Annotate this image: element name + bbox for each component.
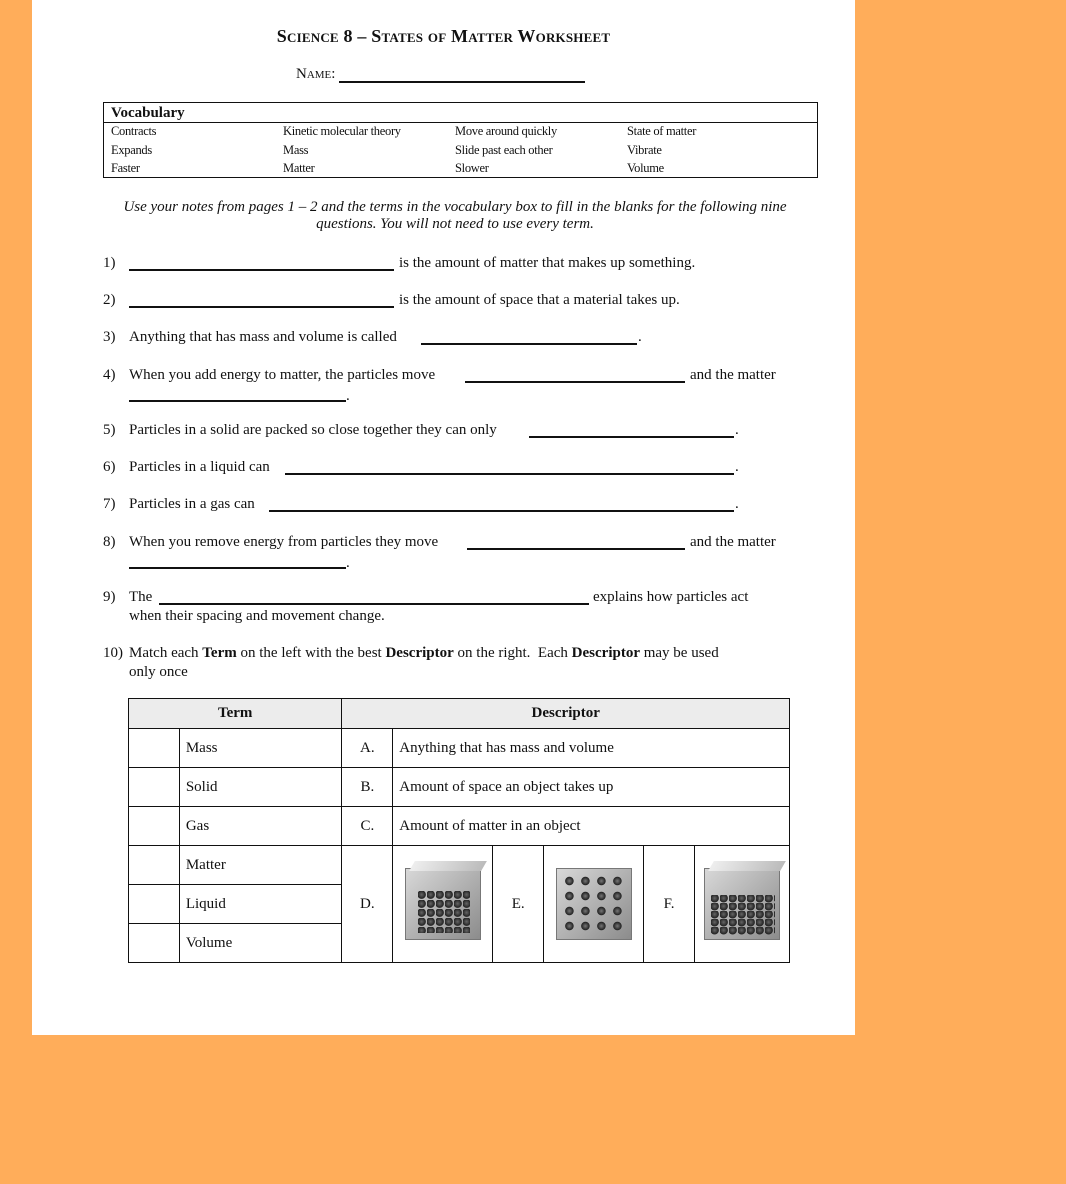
question-number: 6) (103, 459, 116, 475)
question-10 (103, 644, 813, 684)
question-end: . (735, 496, 739, 512)
answer-cell[interactable] (129, 729, 180, 768)
vocabulary-terms (111, 124, 811, 180)
term-cell: Liquid (179, 885, 342, 924)
question-number: 5) (103, 422, 116, 438)
image-letter-e: E. (493, 846, 544, 963)
question-text: Particles in a gas can (129, 496, 255, 512)
descriptor-letter: A. (342, 729, 393, 768)
vocabulary-box (103, 102, 818, 178)
term-keyword: Term (202, 645, 237, 661)
answer-cell[interactable] (129, 807, 180, 846)
descriptor-text: Amount of matter in an object (393, 807, 790, 846)
question-text: is the amount of matter that makes up something. (399, 255, 696, 271)
question-end: . (638, 329, 642, 345)
answer-cell[interactable] (129, 924, 180, 963)
solid-cube-icon (405, 868, 481, 940)
name-label: Name: (296, 66, 336, 82)
table-row (129, 807, 790, 846)
question-text-mid: and the matter (690, 534, 776, 550)
worksheet-page (32, 0, 855, 1035)
question-text: is the amount of space that a material takes up. (399, 292, 680, 308)
descriptor-letter: B. (342, 768, 393, 807)
gas-particles-image (544, 846, 644, 963)
question-7 (103, 495, 803, 515)
term-cell: Volume (179, 924, 342, 963)
gas-cube-icon (556, 868, 632, 940)
question-text: Particles in a solid are packed so close together they can only (129, 422, 497, 438)
term-cell: Mass (179, 729, 342, 768)
table-header-row (129, 699, 790, 729)
descriptor-header: Descriptor (342, 699, 790, 729)
question-text: When you add energy to matter, the particles move (129, 367, 436, 383)
name-blank[interactable] (339, 65, 585, 83)
vocab-term: Contracts (111, 124, 157, 138)
text-fragment: on the left with the best (236, 645, 386, 661)
question-number: 4) (103, 367, 116, 383)
worksheet-title: Science 8 – States of Matter Worksheet (276, 26, 611, 46)
answer-blank[interactable] (467, 548, 685, 550)
answer-blank[interactable] (159, 603, 589, 605)
question-text: When you remove energy from particles they move (129, 534, 439, 550)
vocab-term: Expands (111, 142, 152, 157)
question-2 (103, 291, 803, 311)
answer-cell[interactable] (129, 768, 180, 807)
vocab-term: State of matter (627, 124, 697, 138)
question-text (129, 644, 719, 663)
term-cell: Solid (179, 768, 342, 807)
question-8 (103, 533, 813, 573)
question-9 (103, 588, 813, 628)
vocab-term: Vibrate (627, 142, 662, 157)
term-cell: Gas (179, 807, 342, 846)
image-letter-f: F. (644, 846, 695, 963)
descriptor-text: Amount of space an object takes up (393, 768, 790, 807)
vocabulary-divider (104, 122, 817, 123)
descriptor-keyword: Descriptor (385, 645, 454, 661)
answer-blank[interactable] (129, 269, 394, 271)
question-number: 3) (103, 329, 116, 345)
question-end: . (346, 555, 350, 571)
answer-blank[interactable] (129, 567, 346, 569)
question-5 (103, 421, 803, 441)
answer-blank[interactable] (285, 473, 734, 475)
matching-table (128, 698, 790, 963)
liquid-cube-icon (704, 868, 780, 940)
question-end: . (346, 388, 350, 404)
question-text-line2: when their spacing and movement change. (129, 608, 385, 624)
question-text-mid: explains how particles act (593, 589, 749, 605)
question-3 (103, 328, 803, 348)
vocab-term: Kinetic molecular theory (283, 124, 401, 138)
question-text: Particles in a liquid can (129, 459, 270, 475)
question-number: 7) (103, 496, 116, 512)
term-cell: Matter (179, 846, 342, 885)
vocab-term: Faster (111, 161, 140, 175)
text-fragment: may be used (639, 645, 719, 661)
descriptor-text: Anything that has mass and volume (393, 729, 790, 768)
vocab-term: Slower (455, 161, 489, 175)
question-text: The (129, 589, 153, 605)
answer-blank[interactable] (129, 306, 394, 308)
name-field-row (296, 65, 585, 83)
table-row (129, 729, 790, 768)
question-text: Anything that has mass and volume is called (129, 329, 397, 345)
liquid-particles-image (694, 846, 789, 963)
question-text-line2: only once (129, 664, 188, 680)
instructions: Use your notes from pages 1 – 2 and the terms in the vocabulary box to fill in the blanks for the following nine questions. You will not need to use every term. (123, 199, 787, 232)
question-number: 8) (103, 534, 116, 550)
question-number: 10) (103, 645, 123, 661)
answer-cell[interactable] (129, 885, 180, 924)
question-end: . (735, 422, 739, 438)
vocab-term: Mass (283, 142, 309, 157)
descriptor-keyword: Descriptor (571, 645, 640, 661)
question-end: . (735, 459, 739, 475)
answer-blank[interactable] (421, 343, 637, 345)
question-number: 9) (103, 589, 116, 605)
answer-blank[interactable] (129, 400, 346, 402)
question-text-mid: and the matter (690, 367, 776, 383)
vocabulary-heading: Vocabulary (111, 105, 185, 121)
answer-blank[interactable] (269, 510, 734, 512)
answer-blank[interactable] (529, 436, 734, 438)
table-row (129, 846, 790, 885)
solid-particles-image (393, 846, 493, 963)
descriptor-letter: C. (342, 807, 393, 846)
text-fragment: on the right. Each (453, 645, 572, 661)
question-4 (103, 366, 813, 406)
term-header: Term (129, 699, 342, 729)
question-number: 2) (103, 292, 116, 308)
vocab-term: Volume (627, 161, 664, 175)
answer-blank[interactable] (465, 381, 685, 383)
question-6 (103, 458, 803, 478)
vocab-term: Move around quickly (455, 124, 557, 138)
answer-cell[interactable] (129, 846, 180, 885)
text-fragment: Match each (129, 645, 203, 661)
vocab-term: Slide past each other (455, 142, 553, 157)
question-number: 1) (103, 255, 116, 271)
vocab-term: Matter (283, 161, 315, 175)
table-row (129, 768, 790, 807)
question-1 (103, 254, 803, 274)
image-letter-d: D. (342, 846, 393, 963)
